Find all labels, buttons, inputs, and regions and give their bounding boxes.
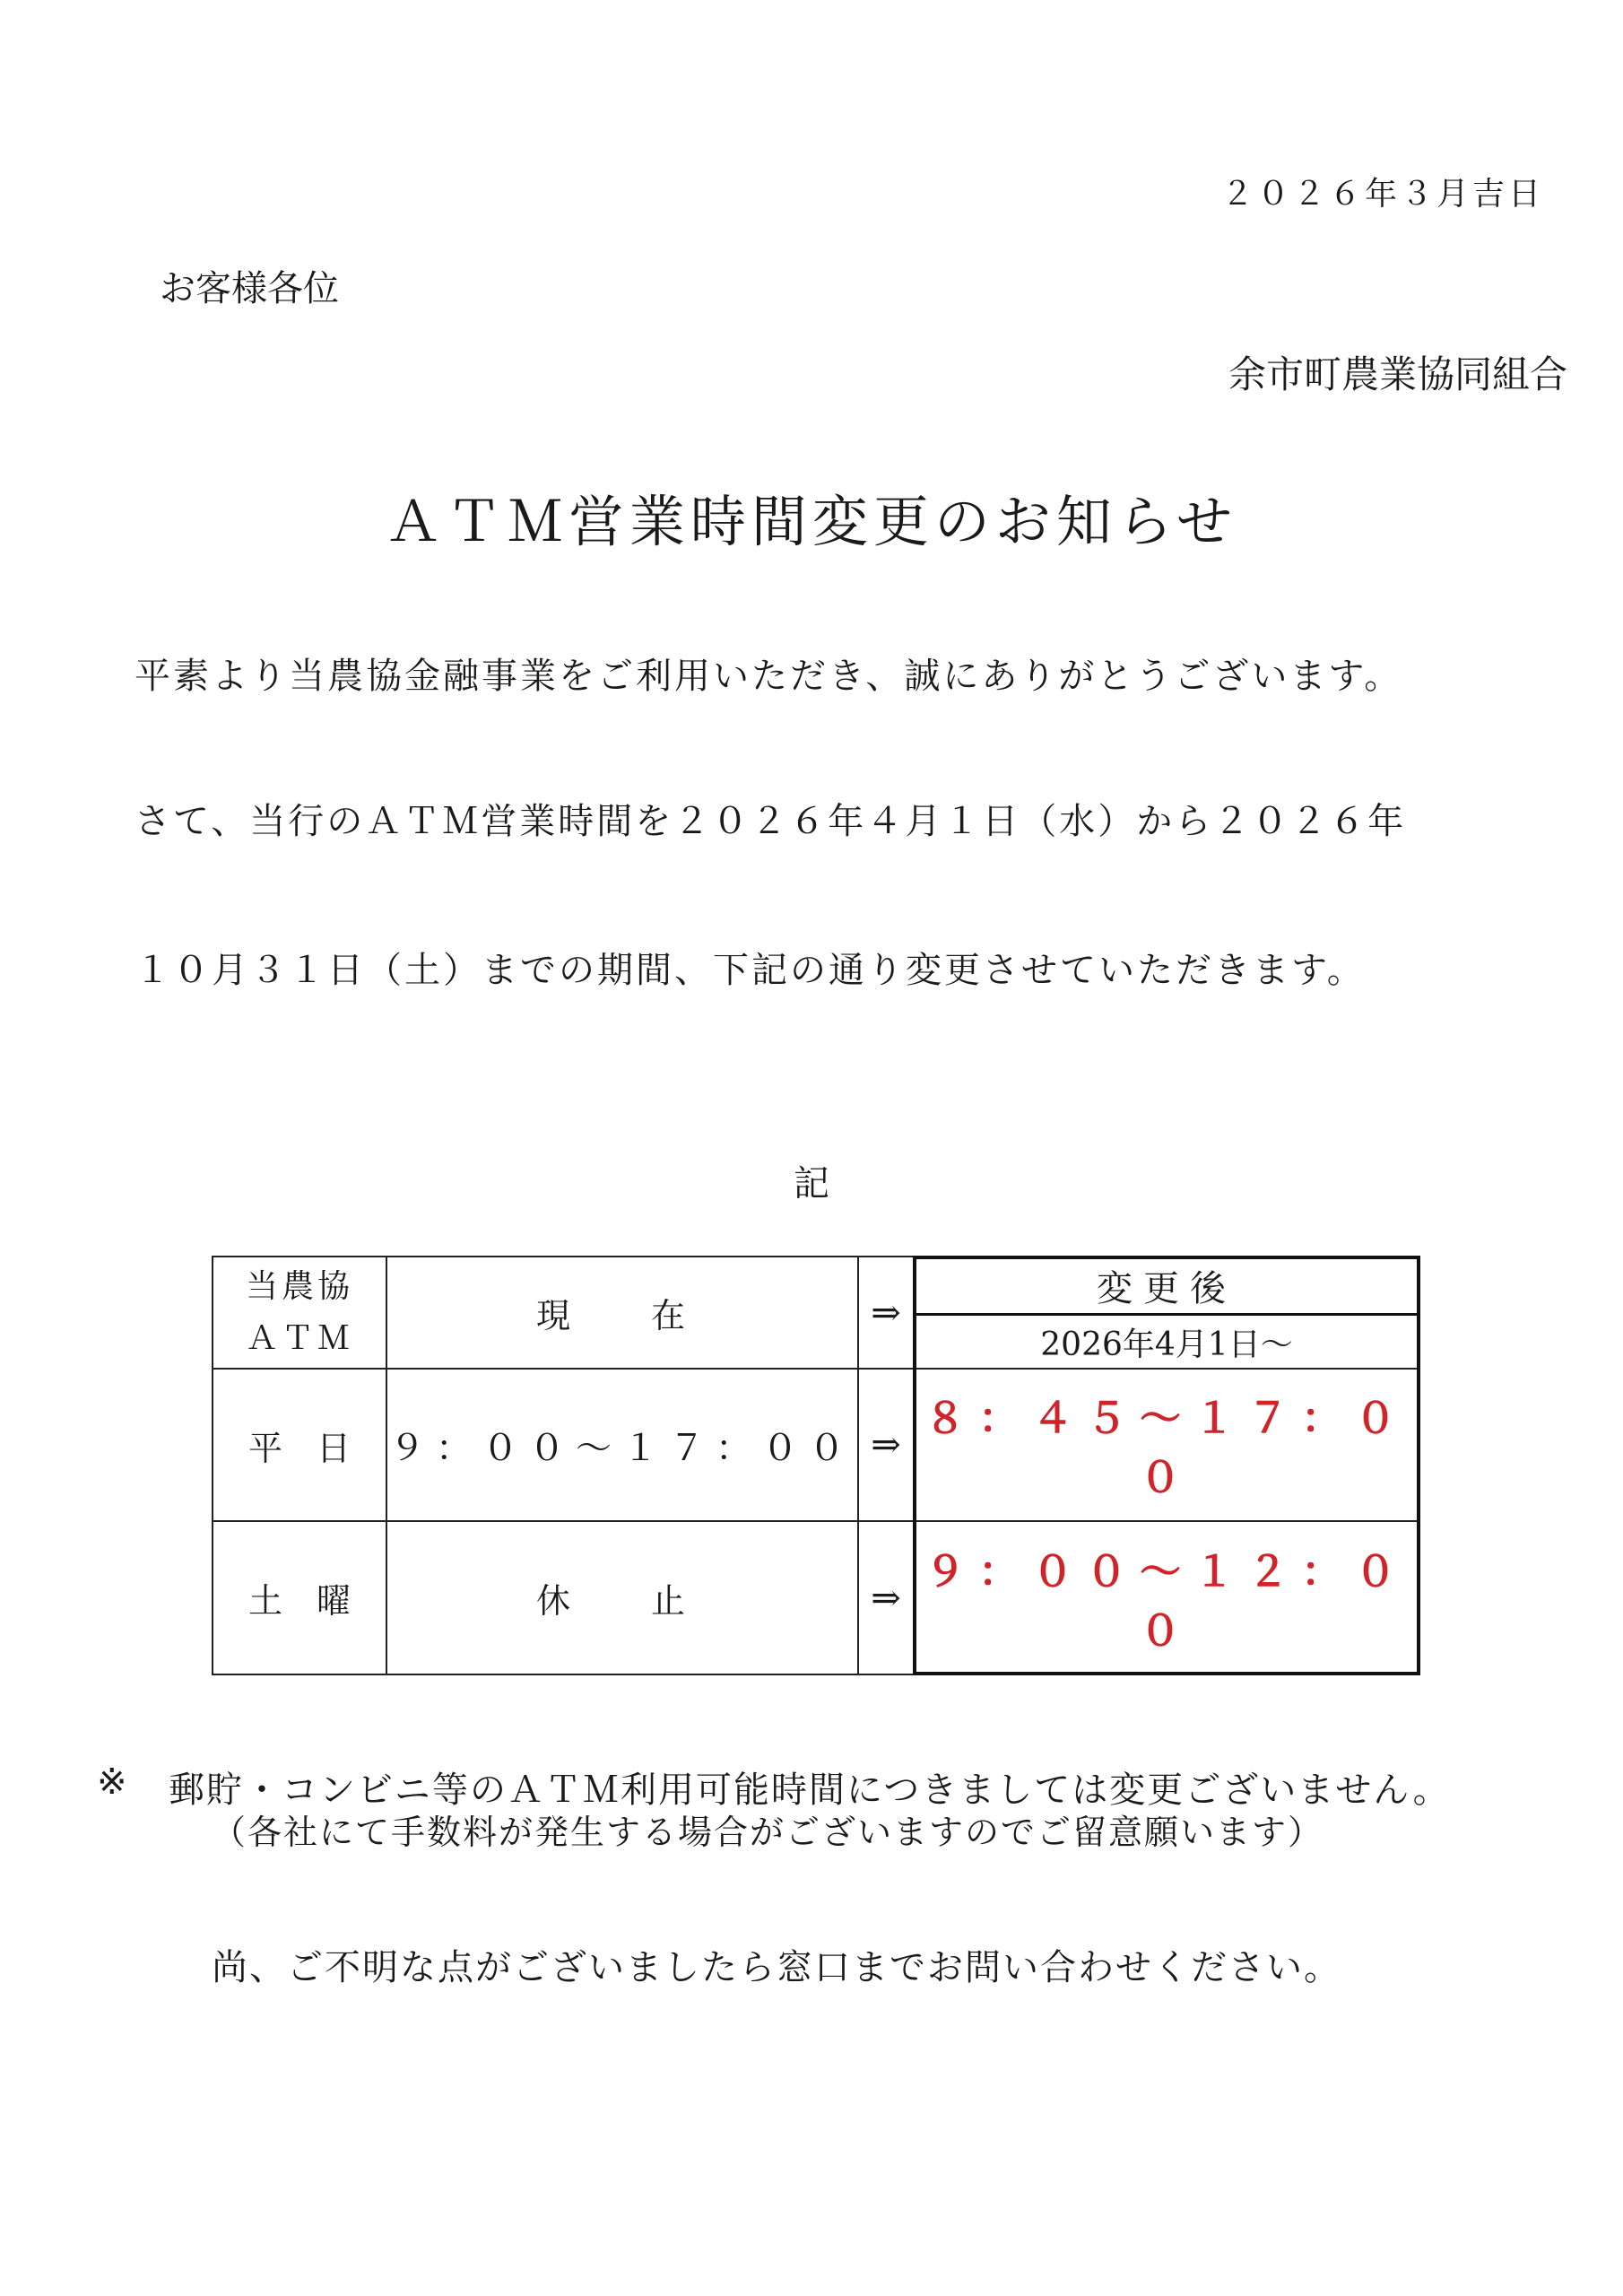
- note-line2: （各社にて手数料が発生する場合がございますのでご留意願います）: [212, 1813, 1324, 1852]
- arrow-icon: ⇒: [857, 1520, 915, 1675]
- row-label-weekday: 平 日: [212, 1368, 387, 1522]
- row-current-weekday: ９：００～１７：００: [386, 1368, 859, 1522]
- ki-heading: 記: [794, 1163, 829, 1205]
- note-line1: 郵貯・コンビニ等のＡＴＭ利用可能時間につきましては変更ございません。: [169, 1770, 1451, 1811]
- table-header-current: [386, 1256, 859, 1370]
- header-after-date: 2026年4月1日～: [1040, 1326, 1293, 1363]
- sender-organization: 余市町農業協同組合: [1228, 352, 1567, 396]
- greeting-paragraph: 平素より当農協金融事業をご利用いただき、誠にありがとうございます。: [135, 656, 1403, 697]
- arrow-icon: ⇒: [857, 1256, 915, 1370]
- note-mark-icon: ※: [97, 1761, 129, 1803]
- table-header-after: [913, 1256, 1420, 1370]
- row-after-weekday: ８：４５～１７：００: [913, 1368, 1420, 1522]
- row-current-saturday: 休 止: [386, 1520, 859, 1675]
- change-paragraph-line2: １０月３１日（土）までの期間、下記の通り変更させていただきます。: [135, 950, 1366, 991]
- arrow-icon: ⇒: [857, 1368, 915, 1522]
- hours-table: [212, 1256, 1420, 1675]
- notice-date: ２０２６年３月吉日: [1220, 176, 1544, 213]
- closing-text: 尚、ご不明な点がございましたら窓口までお問い合わせください。: [212, 1947, 1341, 1988]
- table-header-label: [212, 1256, 387, 1370]
- header-after-text: 変更後: [915, 1257, 1419, 1316]
- row-label-saturday: 土 曜: [212, 1520, 387, 1675]
- row-after-saturday: ９：００～１２：００: [913, 1520, 1420, 1675]
- notice-title: ＡＴＭ営業時間変更のお知らせ: [385, 489, 1238, 554]
- header-current-text: 現 在: [535, 1296, 708, 1335]
- header-label-line1: 当農協: [245, 1267, 353, 1305]
- change-paragraph-line1: さて、当行のＡＴＭ営業時間を２０２６年４月１日（水）から２０２６年: [135, 801, 1407, 842]
- addressee: お客様各位: [160, 268, 339, 309]
- header-label-line2: ＡＴＭ: [245, 1319, 353, 1357]
